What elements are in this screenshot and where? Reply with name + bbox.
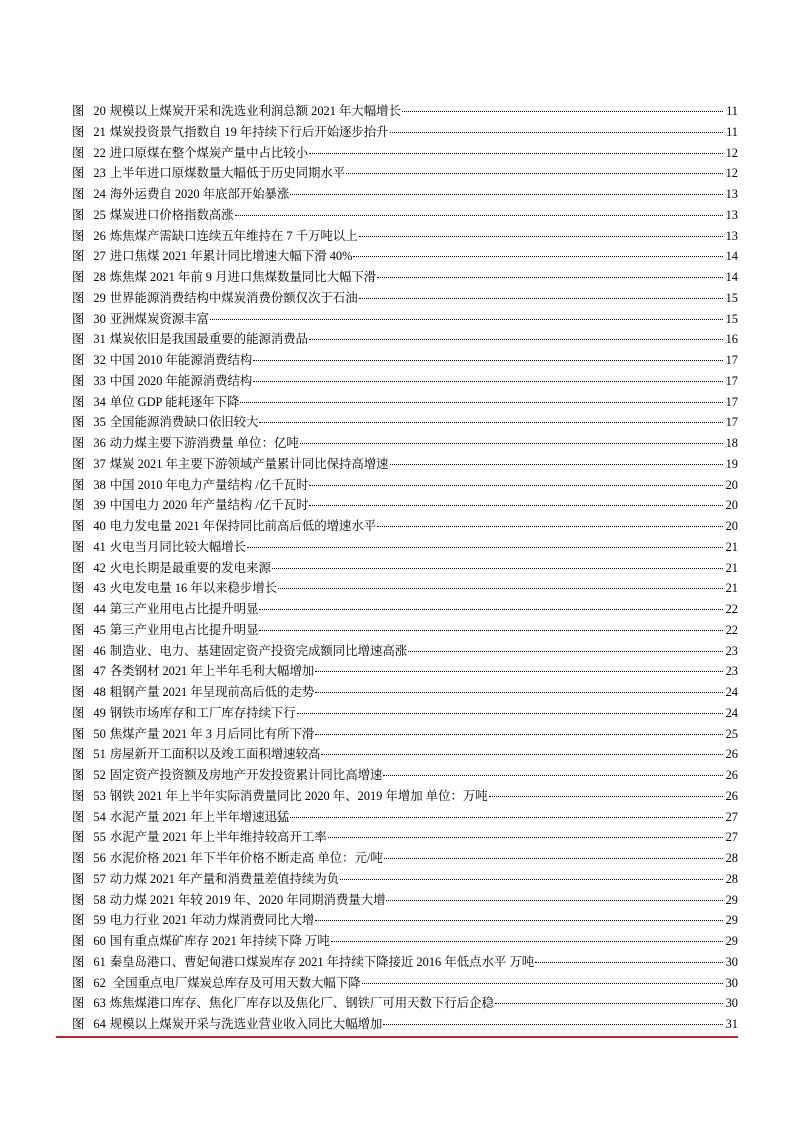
figure-prefix: 图 bbox=[72, 145, 85, 160]
page-number: 13 bbox=[725, 207, 738, 222]
page-number: 23 bbox=[725, 643, 738, 658]
toc-entry-figure-32[interactable] bbox=[72, 350, 738, 371]
figure-title: 秦皇岛港口、曹妃甸港口煤炭库存 2021 年持续下降接近 2016 年低点水平 万吨 bbox=[109, 954, 535, 969]
toc-entry-figure-60[interactable] bbox=[72, 931, 738, 952]
figure-title: 规模以上煤炭开采与洗选业营业收入同比大幅增加 bbox=[109, 1017, 383, 1031]
figure-prefix: 图 bbox=[72, 332, 85, 347]
page-number: 11 bbox=[726, 124, 738, 139]
dot-leader bbox=[315, 920, 723, 921]
figure-prefix: 图 bbox=[72, 685, 85, 699]
dot-leader bbox=[259, 609, 723, 610]
figure-title: 第三产业用电占比提升明显 bbox=[109, 602, 259, 616]
figure-prefix: 图 bbox=[72, 498, 85, 513]
figure-prefix: 图 bbox=[72, 373, 85, 388]
figure-number: 22 bbox=[93, 145, 106, 160]
figure-title: 电力行业 2021 年动力煤消费同比大增 bbox=[109, 913, 315, 928]
figure-title: 粗钢产量 2021 年呈现前高后低的走势 bbox=[109, 685, 315, 699]
figure-number: 38 bbox=[93, 477, 106, 492]
toc-entry-figure-50[interactable] bbox=[72, 724, 738, 745]
dot-leader bbox=[309, 339, 723, 340]
dot-leader bbox=[383, 775, 723, 776]
dot-leader bbox=[384, 858, 723, 859]
figure-title: 煤炭进口价格指数高涨 bbox=[109, 207, 234, 222]
page-number: 27 bbox=[725, 830, 738, 845]
figure-title: 全国重点电厂煤炭总库存及可用天数大幅下降 bbox=[109, 975, 361, 990]
figure-number: 49 bbox=[93, 705, 106, 720]
figure-prefix: 图 bbox=[72, 705, 85, 720]
toc-entry-figure-33[interactable] bbox=[72, 371, 738, 392]
figure-number: 53 bbox=[93, 788, 106, 803]
dot-leader bbox=[328, 837, 723, 838]
page-number: 28 bbox=[725, 871, 738, 886]
figure-number: 44 bbox=[93, 602, 106, 616]
figure-number: 59 bbox=[93, 913, 106, 928]
figure-prefix: 图 bbox=[72, 851, 85, 865]
figure-title: 火电发电量 16 年以来稳步增长 bbox=[109, 581, 278, 596]
figure-number: 41 bbox=[93, 539, 106, 554]
figure-title: 规模以上煤炭开采和洗选业利润总额 2021 年大幅增长 bbox=[109, 104, 401, 118]
page-number: 14 bbox=[725, 249, 738, 264]
figure-prefix: 图 bbox=[72, 519, 85, 533]
page-number: 26 bbox=[725, 768, 738, 782]
toc-entry-figure-31[interactable] bbox=[72, 329, 738, 350]
figure-number: 40 bbox=[93, 519, 106, 533]
dot-leader bbox=[272, 568, 723, 569]
page-number: 16 bbox=[725, 332, 738, 347]
dot-leader bbox=[309, 505, 723, 506]
figure-title: 各类钢材 2021 年上半年毛利大幅增加 bbox=[109, 664, 315, 679]
page-number: 12 bbox=[725, 166, 738, 181]
dot-leader bbox=[390, 464, 723, 465]
dot-leader bbox=[390, 132, 723, 133]
figure-title: 进口焦煤 2021 年累计同比增速大幅下滑 40% bbox=[109, 249, 353, 264]
dot-leader bbox=[253, 381, 723, 382]
page-number: 17 bbox=[725, 394, 738, 409]
figure-title: 动力煤主要下游消费量 单位：亿吨 bbox=[109, 436, 299, 450]
dot-leader bbox=[315, 734, 723, 735]
dot-leader bbox=[359, 298, 723, 299]
dot-leader bbox=[278, 588, 723, 589]
page-number: 23 bbox=[725, 664, 738, 679]
toc-entry-figure-58[interactable] bbox=[72, 890, 738, 911]
figure-number: 33 bbox=[93, 373, 106, 388]
page-number: 18 bbox=[725, 436, 738, 450]
toc-entry-figure-45[interactable] bbox=[72, 620, 738, 641]
dot-leader bbox=[253, 360, 723, 361]
dot-leader bbox=[240, 402, 723, 403]
toc-entry-figure-57[interactable] bbox=[72, 869, 738, 890]
figure-title: 电力发电量 2021 年保持同比前高后低的增速水平 bbox=[109, 519, 377, 533]
figure-number: 48 bbox=[93, 685, 106, 699]
figure-title: 钢铁 2021 年上半年实际消费量同比 2020 年、2019 年增加 单位：万吨 bbox=[109, 788, 488, 803]
page-number: 29 bbox=[725, 934, 738, 948]
figure-title: 世界能源消费结构中煤炭消费份额仅次于石油 bbox=[109, 290, 358, 305]
figure-prefix: 图 bbox=[72, 1017, 85, 1031]
page-number: 24 bbox=[725, 705, 738, 720]
figure-number: 28 bbox=[93, 270, 106, 284]
page-number: 15 bbox=[725, 311, 738, 326]
dot-leader bbox=[297, 713, 723, 714]
dot-leader bbox=[402, 111, 723, 112]
dot-leader bbox=[535, 962, 723, 963]
toc-entry-figure-34[interactable] bbox=[72, 392, 738, 413]
dot-leader bbox=[259, 422, 723, 423]
toc-entry-figure-30[interactable] bbox=[72, 309, 738, 330]
toc-entry-figure-44[interactable] bbox=[72, 599, 738, 620]
figure-number: 47 bbox=[93, 664, 106, 679]
dot-leader bbox=[340, 879, 723, 880]
dot-leader bbox=[247, 547, 723, 548]
dot-leader bbox=[290, 194, 723, 195]
figure-title: 水泥产量 2021 年上半年维持较高开工率 bbox=[109, 830, 327, 845]
figure-number: 55 bbox=[93, 830, 106, 845]
figure-list bbox=[72, 101, 738, 1035]
figure-title: 中国 2010 年电力产量结构 /亿千瓦时 bbox=[109, 477, 309, 492]
toc-entry-figure-61[interactable] bbox=[72, 952, 738, 973]
figure-title: 亚洲煤炭资源丰富 bbox=[109, 311, 209, 326]
figure-title: 炼焦煤 2021 年前 9 月进口焦煤数量同比大幅下滑 bbox=[109, 270, 377, 284]
page-number: 22 bbox=[725, 622, 738, 637]
page-number: 20 bbox=[725, 477, 738, 492]
figure-number: 60 bbox=[93, 934, 106, 948]
figure-number: 36 bbox=[93, 436, 106, 450]
toc-entry-figure-53[interactable] bbox=[72, 786, 738, 807]
dot-leader bbox=[321, 754, 723, 755]
toc-entry-figure-41[interactable] bbox=[72, 537, 738, 558]
figure-number: 46 bbox=[93, 643, 106, 658]
figure-title: 动力煤 2021 年产量和消费量差值持续为负 bbox=[109, 871, 340, 886]
page-number: 25 bbox=[725, 726, 738, 741]
figure-title: 煤炭 2021 年主要下游领域产量累计同比保持高增速 bbox=[109, 456, 389, 471]
figure-prefix: 图 bbox=[72, 809, 85, 824]
figure-number: 25 bbox=[93, 207, 106, 222]
figure-title: 房屋新开工面积以及竣工面积增速较高 bbox=[109, 747, 321, 762]
toc-entry-figure-25[interactable] bbox=[72, 205, 738, 226]
figure-prefix: 图 bbox=[72, 934, 85, 948]
figure-prefix: 图 bbox=[72, 249, 85, 264]
figure-prefix: 图 bbox=[72, 166, 85, 181]
figure-prefix: 图 bbox=[72, 830, 85, 845]
figure-number: 29 bbox=[93, 290, 106, 305]
figure-number: 30 bbox=[93, 311, 106, 326]
toc-entry-figure-40[interactable] bbox=[72, 516, 738, 537]
figure-prefix: 图 bbox=[72, 207, 85, 222]
page-number: 12 bbox=[725, 145, 738, 160]
dot-leader bbox=[315, 671, 723, 672]
figure-title: 上半年进口原煤数量大幅低于历史同期水平 bbox=[109, 166, 346, 181]
figure-prefix: 图 bbox=[72, 768, 85, 782]
toc-entry-figure-46[interactable] bbox=[72, 641, 738, 662]
page-number: 20 bbox=[725, 519, 738, 533]
page-number: 21 bbox=[725, 581, 738, 596]
toc-entry-figure-39[interactable] bbox=[72, 495, 738, 516]
figure-number: 27 bbox=[93, 249, 106, 264]
figure-prefix: 图 bbox=[72, 622, 85, 637]
toc-entry-figure-27[interactable] bbox=[72, 246, 738, 267]
figure-title: 炼焦煤港口库存、焦化厂库存以及焦化厂、钢铁厂可用天数下行后企稳 bbox=[109, 996, 494, 1011]
figure-prefix: 图 bbox=[72, 747, 85, 762]
figure-prefix: 图 bbox=[72, 104, 85, 118]
figure-prefix: 图 bbox=[72, 954, 85, 969]
figure-title: 全国能源消费缺口依旧较大 bbox=[109, 415, 259, 430]
page-number: 30 bbox=[725, 996, 738, 1011]
dot-leader bbox=[383, 1024, 723, 1025]
toc-entry-figure-21[interactable] bbox=[72, 122, 738, 143]
toc-entry-figure-36[interactable] bbox=[72, 433, 738, 454]
figure-title: 水泥产量 2021 年上半年增速迅猛 bbox=[109, 809, 290, 824]
figure-prefix: 图 bbox=[72, 353, 85, 367]
dot-leader bbox=[290, 817, 723, 818]
figure-title: 火电长期是最重要的发电来源 bbox=[109, 560, 271, 575]
figure-prefix: 图 bbox=[72, 602, 85, 616]
figure-prefix: 图 bbox=[72, 560, 85, 575]
page-number: 13 bbox=[725, 228, 738, 243]
page-number: 17 bbox=[725, 353, 738, 367]
figure-prefix: 图 bbox=[72, 187, 85, 201]
figure-prefix: 图 bbox=[72, 436, 85, 450]
figure-title: 中国 2020 年能源消费结构 bbox=[109, 373, 253, 388]
figure-number: 42 bbox=[93, 560, 106, 575]
toc-entry-figure-42[interactable] bbox=[72, 558, 738, 579]
figure-prefix: 图 bbox=[72, 124, 85, 139]
dot-leader bbox=[495, 1003, 723, 1004]
dot-leader bbox=[309, 485, 723, 486]
figure-prefix: 图 bbox=[72, 871, 85, 886]
figure-prefix: 图 bbox=[72, 581, 85, 596]
figure-prefix: 图 bbox=[72, 311, 85, 326]
page-number: 17 bbox=[725, 373, 738, 388]
toc-entry-figure-59[interactable] bbox=[72, 910, 738, 931]
toc-entry-figure-26[interactable] bbox=[72, 226, 738, 247]
figure-prefix: 图 bbox=[72, 664, 85, 679]
figure-prefix: 图 bbox=[72, 996, 85, 1011]
dot-leader bbox=[408, 651, 723, 652]
page-number: 22 bbox=[725, 602, 738, 616]
figure-prefix: 图 bbox=[72, 643, 85, 658]
page-number: 21 bbox=[725, 539, 738, 554]
figure-number: 50 bbox=[93, 726, 106, 741]
figure-title: 单位 GDP 能耗逐年下降 bbox=[109, 394, 240, 409]
toc-entry-figure-20[interactable] bbox=[72, 101, 738, 122]
figure-title: 钢铁市场库存和工厂库存持续下行 bbox=[109, 705, 296, 720]
page-number: 13 bbox=[725, 187, 738, 201]
figure-title: 固定资产投资额及房地产开发投资累计同比高增速 bbox=[109, 768, 383, 782]
figure-title: 海外运费自 2020 年底部开始暴涨 bbox=[109, 187, 290, 201]
figure-prefix: 图 bbox=[72, 726, 85, 741]
toc-entry-figure-29[interactable] bbox=[72, 288, 738, 309]
figure-prefix: 图 bbox=[72, 913, 85, 928]
figure-number: 63 bbox=[93, 996, 106, 1011]
bottom-divider bbox=[56, 1036, 738, 1038]
figure-number: 24 bbox=[93, 187, 106, 201]
toc-entry-figure-55[interactable] bbox=[72, 827, 738, 848]
dot-leader bbox=[300, 443, 723, 444]
figure-title: 国有重点煤矿库存 2021 年持续下降 万吨 bbox=[109, 934, 330, 948]
figure-prefix: 图 bbox=[72, 290, 85, 305]
page-number: 21 bbox=[725, 560, 738, 575]
dot-leader bbox=[210, 319, 723, 320]
page-number: 29 bbox=[725, 913, 738, 928]
figure-title: 焦煤产量 2021 年 3 月后同比有所下滑 bbox=[109, 726, 315, 741]
dot-leader bbox=[346, 173, 723, 174]
toc-entry-figure-35[interactable] bbox=[72, 412, 738, 433]
figure-prefix: 图 bbox=[72, 788, 85, 803]
dot-leader bbox=[377, 526, 723, 527]
figure-title: 煤炭投资景气指数自 19 年持续下行后开始逐步抬升 bbox=[109, 124, 389, 139]
figure-title: 炼焦煤产需缺口连续五年维持在 7 千万吨以上 bbox=[109, 228, 358, 243]
toc-entry-figure-62[interactable] bbox=[72, 973, 738, 994]
figure-number: 54 bbox=[93, 809, 106, 824]
page-number: 29 bbox=[725, 892, 738, 907]
dot-leader bbox=[386, 900, 723, 901]
dot-leader bbox=[362, 983, 723, 984]
figure-title: 第三产业用电占比提升明显 bbox=[109, 622, 259, 637]
dot-leader bbox=[235, 215, 723, 216]
figure-title: 制造业、电力、基建固定资产投资完成额同比增速高涨 bbox=[109, 643, 408, 658]
figure-title: 火电当月同比较大幅增长 bbox=[109, 539, 247, 554]
dot-leader bbox=[353, 256, 723, 257]
figure-number: 62 bbox=[93, 975, 106, 990]
figure-title: 动力煤 2021 年较 2019 年、2020 年同期消费量大增 bbox=[109, 892, 386, 907]
page-number: 28 bbox=[725, 851, 738, 865]
figure-number: 52 bbox=[93, 768, 106, 782]
toc-entry-figure-28[interactable] bbox=[72, 267, 738, 288]
page-number: 14 bbox=[725, 270, 738, 284]
toc-entry-figure-49[interactable] bbox=[72, 703, 738, 724]
toc-entry-figure-24[interactable] bbox=[72, 184, 738, 205]
figure-title: 水泥价格 2021 年下半年价格不断走高 单位：元/吨 bbox=[109, 851, 383, 865]
dot-leader bbox=[259, 630, 723, 631]
toc-entry-figure-48[interactable] bbox=[72, 682, 738, 703]
toc-entry-figure-43[interactable] bbox=[72, 578, 738, 599]
toc-entry-figure-47[interactable] bbox=[72, 661, 738, 682]
figure-prefix: 图 bbox=[72, 415, 85, 430]
figure-prefix: 图 bbox=[72, 228, 85, 243]
page-number: 30 bbox=[725, 954, 738, 969]
figure-number: 61 bbox=[93, 954, 106, 969]
figure-number: 56 bbox=[93, 851, 106, 865]
dot-leader bbox=[331, 941, 723, 942]
figure-prefix: 图 bbox=[72, 394, 85, 409]
dot-leader bbox=[489, 796, 723, 797]
figure-number: 58 bbox=[93, 892, 106, 907]
figure-number: 23 bbox=[93, 166, 106, 181]
figure-number: 26 bbox=[93, 228, 106, 243]
dot-leader bbox=[315, 692, 723, 693]
toc-entry-figure-56[interactable] bbox=[72, 848, 738, 869]
toc-entry-figure-54[interactable] bbox=[72, 807, 738, 828]
page-number: 17 bbox=[725, 415, 738, 430]
figure-prefix: 图 bbox=[72, 539, 85, 554]
page-number: 24 bbox=[725, 685, 738, 699]
toc-entry-figure-22[interactable] bbox=[72, 143, 738, 164]
toc-entry-figure-38[interactable] bbox=[72, 475, 738, 496]
toc-entry-figure-51[interactable] bbox=[72, 744, 738, 765]
dot-leader bbox=[377, 277, 723, 278]
figure-number: 37 bbox=[93, 456, 106, 471]
page-number: 31 bbox=[725, 1017, 738, 1031]
page-number: 26 bbox=[725, 747, 738, 762]
page-number: 20 bbox=[725, 498, 738, 513]
page-number: 11 bbox=[726, 104, 738, 118]
figure-title: 进口原煤在整个煤炭产量中占比较小 bbox=[109, 145, 309, 160]
figure-title: 中国电力 2020 年产量结构 /亿千瓦时 bbox=[109, 498, 309, 513]
figure-number: 32 bbox=[93, 353, 106, 367]
figure-number: 64 bbox=[93, 1017, 106, 1031]
figure-number: 34 bbox=[93, 394, 106, 409]
toc-entry-figure-64[interactable] bbox=[72, 1014, 738, 1035]
toc-entry-figure-63[interactable] bbox=[72, 993, 738, 1014]
figure-number: 35 bbox=[93, 415, 106, 430]
figure-title: 煤炭依旧是我国最重要的能源消费品 bbox=[109, 332, 309, 347]
page-number: 30 bbox=[725, 975, 738, 990]
toc-entry-figure-52[interactable] bbox=[72, 765, 738, 786]
dot-leader bbox=[359, 236, 723, 237]
figure-prefix: 图 bbox=[72, 477, 85, 492]
toc-entry-figure-37[interactable] bbox=[72, 454, 738, 475]
figure-prefix: 图 bbox=[72, 975, 85, 990]
page-number: 27 bbox=[725, 809, 738, 824]
figure-title: 中国 2010 年能源消费结构 bbox=[109, 353, 253, 367]
toc-entry-figure-23[interactable] bbox=[72, 163, 738, 184]
figure-number: 39 bbox=[93, 498, 106, 513]
figure-number: 57 bbox=[93, 871, 106, 886]
dot-leader bbox=[309, 153, 723, 154]
figure-prefix: 图 bbox=[72, 270, 85, 284]
page-number: 19 bbox=[725, 456, 738, 471]
page-number: 15 bbox=[725, 290, 738, 305]
figure-number: 43 bbox=[93, 581, 106, 596]
figure-prefix: 图 bbox=[72, 892, 85, 907]
figure-prefix: 图 bbox=[72, 456, 85, 471]
figure-number: 45 bbox=[93, 622, 106, 637]
page-number: 26 bbox=[725, 788, 738, 803]
figure-number: 31 bbox=[93, 332, 106, 347]
figure-number: 20 bbox=[93, 104, 106, 118]
figure-number: 51 bbox=[93, 747, 106, 762]
figure-number: 21 bbox=[93, 124, 106, 139]
